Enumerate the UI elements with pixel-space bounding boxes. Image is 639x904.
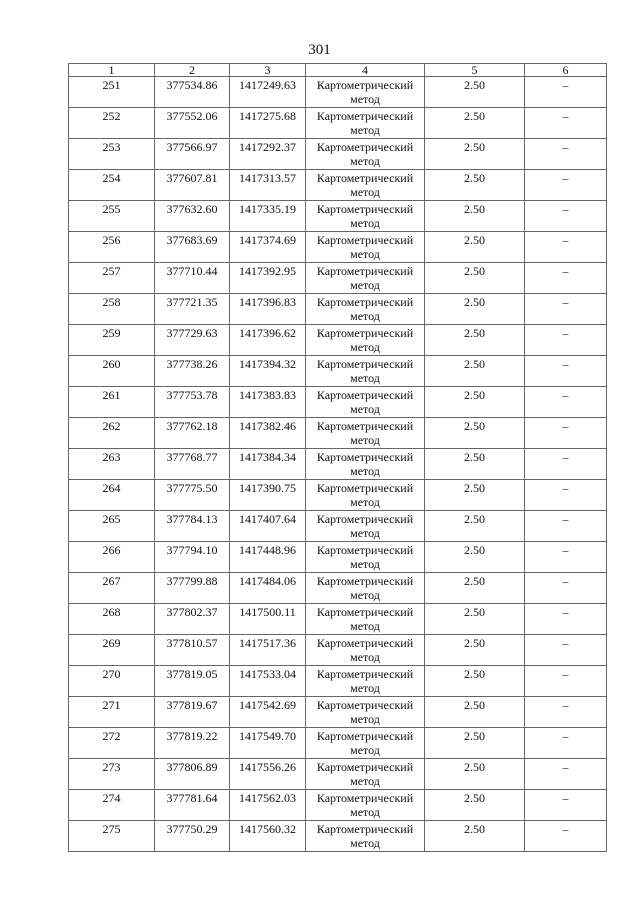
accuracy-cell: 2.50 (425, 418, 525, 449)
method-cell: Картометрический метод (306, 666, 425, 697)
accuracy-cell: 2.50 (425, 232, 525, 263)
note-cell: – (525, 542, 607, 573)
method-cell: Картометрический метод (306, 604, 425, 635)
table-row (69, 542, 607, 573)
table-row (69, 232, 607, 263)
accuracy-cell: 2.50 (425, 325, 525, 356)
accuracy-cell: 2.50 (425, 573, 525, 604)
y-coordinate-cell: 1417396.83 (230, 294, 306, 325)
note-cell: – (525, 325, 607, 356)
y-coordinate-cell: 1417384.34 (230, 449, 306, 480)
note-cell: – (525, 821, 607, 852)
table-row (69, 790, 607, 821)
accuracy-cell: 2.50 (425, 635, 525, 666)
y-coordinate-cell: 1417394.32 (230, 356, 306, 387)
accuracy-cell: 2.50 (425, 697, 525, 728)
point-number-cell: 275 (69, 821, 155, 852)
point-number-cell: 268 (69, 604, 155, 635)
point-number-cell: 253 (69, 139, 155, 170)
y-coordinate-cell: 1417562.03 (230, 790, 306, 821)
table-row (69, 387, 607, 418)
column-header: 4 (306, 64, 425, 77)
method-cell: Картометрический метод (306, 387, 425, 418)
y-coordinate-cell: 1417533.04 (230, 666, 306, 697)
y-coordinate-cell: 1417382.46 (230, 418, 306, 449)
note-cell: – (525, 573, 607, 604)
point-number-cell: 259 (69, 325, 155, 356)
x-coordinate-cell: 377750.29 (155, 821, 230, 852)
note-cell: – (525, 480, 607, 511)
accuracy-cell: 2.50 (425, 263, 525, 294)
accuracy-cell: 2.50 (425, 77, 525, 108)
method-cell: Картометрический метод (306, 356, 425, 387)
table-row (69, 139, 607, 170)
note-cell: – (525, 511, 607, 542)
x-coordinate-cell: 377819.22 (155, 728, 230, 759)
method-cell: Картометрический метод (306, 542, 425, 573)
x-coordinate-cell: 377794.10 (155, 542, 230, 573)
table-row (69, 604, 607, 635)
method-cell: Картометрический метод (306, 759, 425, 790)
accuracy-cell: 2.50 (425, 480, 525, 511)
table-row (69, 697, 607, 728)
y-coordinate-cell: 1417275.68 (230, 108, 306, 139)
note-cell: – (525, 759, 607, 790)
y-coordinate-cell: 1417335.19 (230, 201, 306, 232)
method-cell: Картометрический метод (306, 821, 425, 852)
note-cell: – (525, 666, 607, 697)
point-number-cell: 260 (69, 356, 155, 387)
accuracy-cell: 2.50 (425, 511, 525, 542)
point-number-cell: 264 (69, 480, 155, 511)
x-coordinate-cell: 377799.88 (155, 573, 230, 604)
y-coordinate-cell: 1417484.06 (230, 573, 306, 604)
x-coordinate-cell: 377552.06 (155, 108, 230, 139)
table-row (69, 356, 607, 387)
method-cell: Картометрический метод (306, 418, 425, 449)
y-coordinate-cell: 1417560.32 (230, 821, 306, 852)
table-row (69, 418, 607, 449)
note-cell: – (525, 201, 607, 232)
header-row (69, 64, 607, 77)
method-cell: Картометрический метод (306, 325, 425, 356)
y-coordinate-cell: 1417517.36 (230, 635, 306, 666)
method-cell: Картометрический метод (306, 201, 425, 232)
y-coordinate-cell: 1417313.57 (230, 170, 306, 201)
table-row (69, 263, 607, 294)
y-coordinate-cell: 1417556.26 (230, 759, 306, 790)
y-coordinate-cell: 1417500.11 (230, 604, 306, 635)
x-coordinate-cell: 377566.97 (155, 139, 230, 170)
x-coordinate-cell: 377534.86 (155, 77, 230, 108)
point-number-cell: 273 (69, 759, 155, 790)
table-row (69, 201, 607, 232)
method-cell: Картометрический метод (306, 790, 425, 821)
note-cell: – (525, 294, 607, 325)
column-header: 6 (525, 64, 607, 77)
method-cell: Картометрический метод (306, 697, 425, 728)
accuracy-cell: 2.50 (425, 821, 525, 852)
point-number-cell: 269 (69, 635, 155, 666)
point-number-cell: 257 (69, 263, 155, 294)
y-coordinate-cell: 1417374.69 (230, 232, 306, 263)
point-number-cell: 270 (69, 666, 155, 697)
table-row (69, 108, 607, 139)
x-coordinate-cell: 377806.89 (155, 759, 230, 790)
table-row (69, 728, 607, 759)
table-row (69, 666, 607, 697)
point-number-cell: 266 (69, 542, 155, 573)
accuracy-cell: 2.50 (425, 294, 525, 325)
method-cell: Картометрический метод (306, 77, 425, 108)
accuracy-cell: 2.50 (425, 170, 525, 201)
note-cell: – (525, 604, 607, 635)
table-row (69, 635, 607, 666)
note-cell: – (525, 139, 607, 170)
x-coordinate-cell: 377775.50 (155, 480, 230, 511)
table-row (69, 325, 607, 356)
point-number-cell: 267 (69, 573, 155, 604)
point-number-cell: 256 (69, 232, 155, 263)
x-coordinate-cell: 377738.26 (155, 356, 230, 387)
method-cell: Картометрический метод (306, 728, 425, 759)
accuracy-cell: 2.50 (425, 542, 525, 573)
page-number: 301 (308, 42, 331, 58)
method-cell: Картометрический метод (306, 232, 425, 263)
table-row (69, 480, 607, 511)
table-row (69, 77, 607, 108)
x-coordinate-cell: 377683.69 (155, 232, 230, 263)
accuracy-cell: 2.50 (425, 108, 525, 139)
table-row (69, 511, 607, 542)
accuracy-cell: 2.50 (425, 759, 525, 790)
point-number-cell: 272 (69, 728, 155, 759)
note-cell: – (525, 728, 607, 759)
note-cell: – (525, 418, 607, 449)
method-cell: Картометрический метод (306, 573, 425, 604)
y-coordinate-cell: 1417407.64 (230, 511, 306, 542)
method-cell: Картометрический метод (306, 294, 425, 325)
x-coordinate-cell: 377721.35 (155, 294, 230, 325)
point-number-cell: 251 (69, 77, 155, 108)
note-cell: – (525, 263, 607, 294)
y-coordinate-cell: 1417549.70 (230, 728, 306, 759)
y-coordinate-cell: 1417448.96 (230, 542, 306, 573)
note-cell: – (525, 356, 607, 387)
point-number-cell: 262 (69, 418, 155, 449)
table-row (69, 759, 607, 790)
y-coordinate-cell: 1417396.62 (230, 325, 306, 356)
accuracy-cell: 2.50 (425, 790, 525, 821)
x-coordinate-cell: 377819.67 (155, 697, 230, 728)
x-coordinate-cell: 377768.77 (155, 449, 230, 480)
method-cell: Картометрический метод (306, 449, 425, 480)
x-coordinate-cell: 377810.57 (155, 635, 230, 666)
y-coordinate-cell: 1417392.95 (230, 263, 306, 294)
table-row (69, 294, 607, 325)
accuracy-cell: 2.50 (425, 449, 525, 480)
accuracy-cell: 2.50 (425, 201, 525, 232)
x-coordinate-cell: 377632.60 (155, 201, 230, 232)
accuracy-cell: 2.50 (425, 666, 525, 697)
coordinates-table (68, 63, 607, 852)
note-cell: – (525, 790, 607, 821)
x-coordinate-cell: 377607.81 (155, 170, 230, 201)
method-cell: Картометрический метод (306, 635, 425, 666)
x-coordinate-cell: 377710.44 (155, 263, 230, 294)
point-number-cell: 255 (69, 201, 155, 232)
method-cell: Картометрический метод (306, 511, 425, 542)
note-cell: – (525, 108, 607, 139)
x-coordinate-cell: 377729.63 (155, 325, 230, 356)
method-cell: Картометрический метод (306, 480, 425, 511)
column-header: 1 (69, 64, 155, 77)
note-cell: – (525, 170, 607, 201)
point-number-cell: 274 (69, 790, 155, 821)
table-row (69, 449, 607, 480)
point-number-cell: 271 (69, 697, 155, 728)
table-row (69, 170, 607, 201)
x-coordinate-cell: 377784.13 (155, 511, 230, 542)
accuracy-cell: 2.50 (425, 139, 525, 170)
method-cell: Картометрический метод (306, 139, 425, 170)
accuracy-cell: 2.50 (425, 356, 525, 387)
note-cell: – (525, 232, 607, 263)
point-number-cell: 254 (69, 170, 155, 201)
method-cell: Картометрический метод (306, 263, 425, 294)
table-row (69, 573, 607, 604)
point-number-cell: 261 (69, 387, 155, 418)
y-coordinate-cell: 1417390.75 (230, 480, 306, 511)
y-coordinate-cell: 1417542.69 (230, 697, 306, 728)
column-header: 3 (230, 64, 306, 77)
point-number-cell: 265 (69, 511, 155, 542)
point-number-cell: 252 (69, 108, 155, 139)
method-cell: Картометрический метод (306, 108, 425, 139)
x-coordinate-cell: 377819.05 (155, 666, 230, 697)
y-coordinate-cell: 1417383.83 (230, 387, 306, 418)
point-number-cell: 263 (69, 449, 155, 480)
accuracy-cell: 2.50 (425, 604, 525, 635)
note-cell: – (525, 387, 607, 418)
x-coordinate-cell: 377762.18 (155, 418, 230, 449)
x-coordinate-cell: 377753.78 (155, 387, 230, 418)
note-cell: – (525, 449, 607, 480)
method-cell: Картометрический метод (306, 170, 425, 201)
note-cell: – (525, 635, 607, 666)
x-coordinate-cell: 377802.37 (155, 604, 230, 635)
accuracy-cell: 2.50 (425, 728, 525, 759)
column-header: 2 (155, 64, 230, 77)
y-coordinate-cell: 1417292.37 (230, 139, 306, 170)
table-row (69, 821, 607, 852)
x-coordinate-cell: 377781.64 (155, 790, 230, 821)
accuracy-cell: 2.50 (425, 387, 525, 418)
y-coordinate-cell: 1417249.63 (230, 77, 306, 108)
column-header: 5 (425, 64, 525, 77)
note-cell: – (525, 77, 607, 108)
point-number-cell: 258 (69, 294, 155, 325)
note-cell: – (525, 697, 607, 728)
